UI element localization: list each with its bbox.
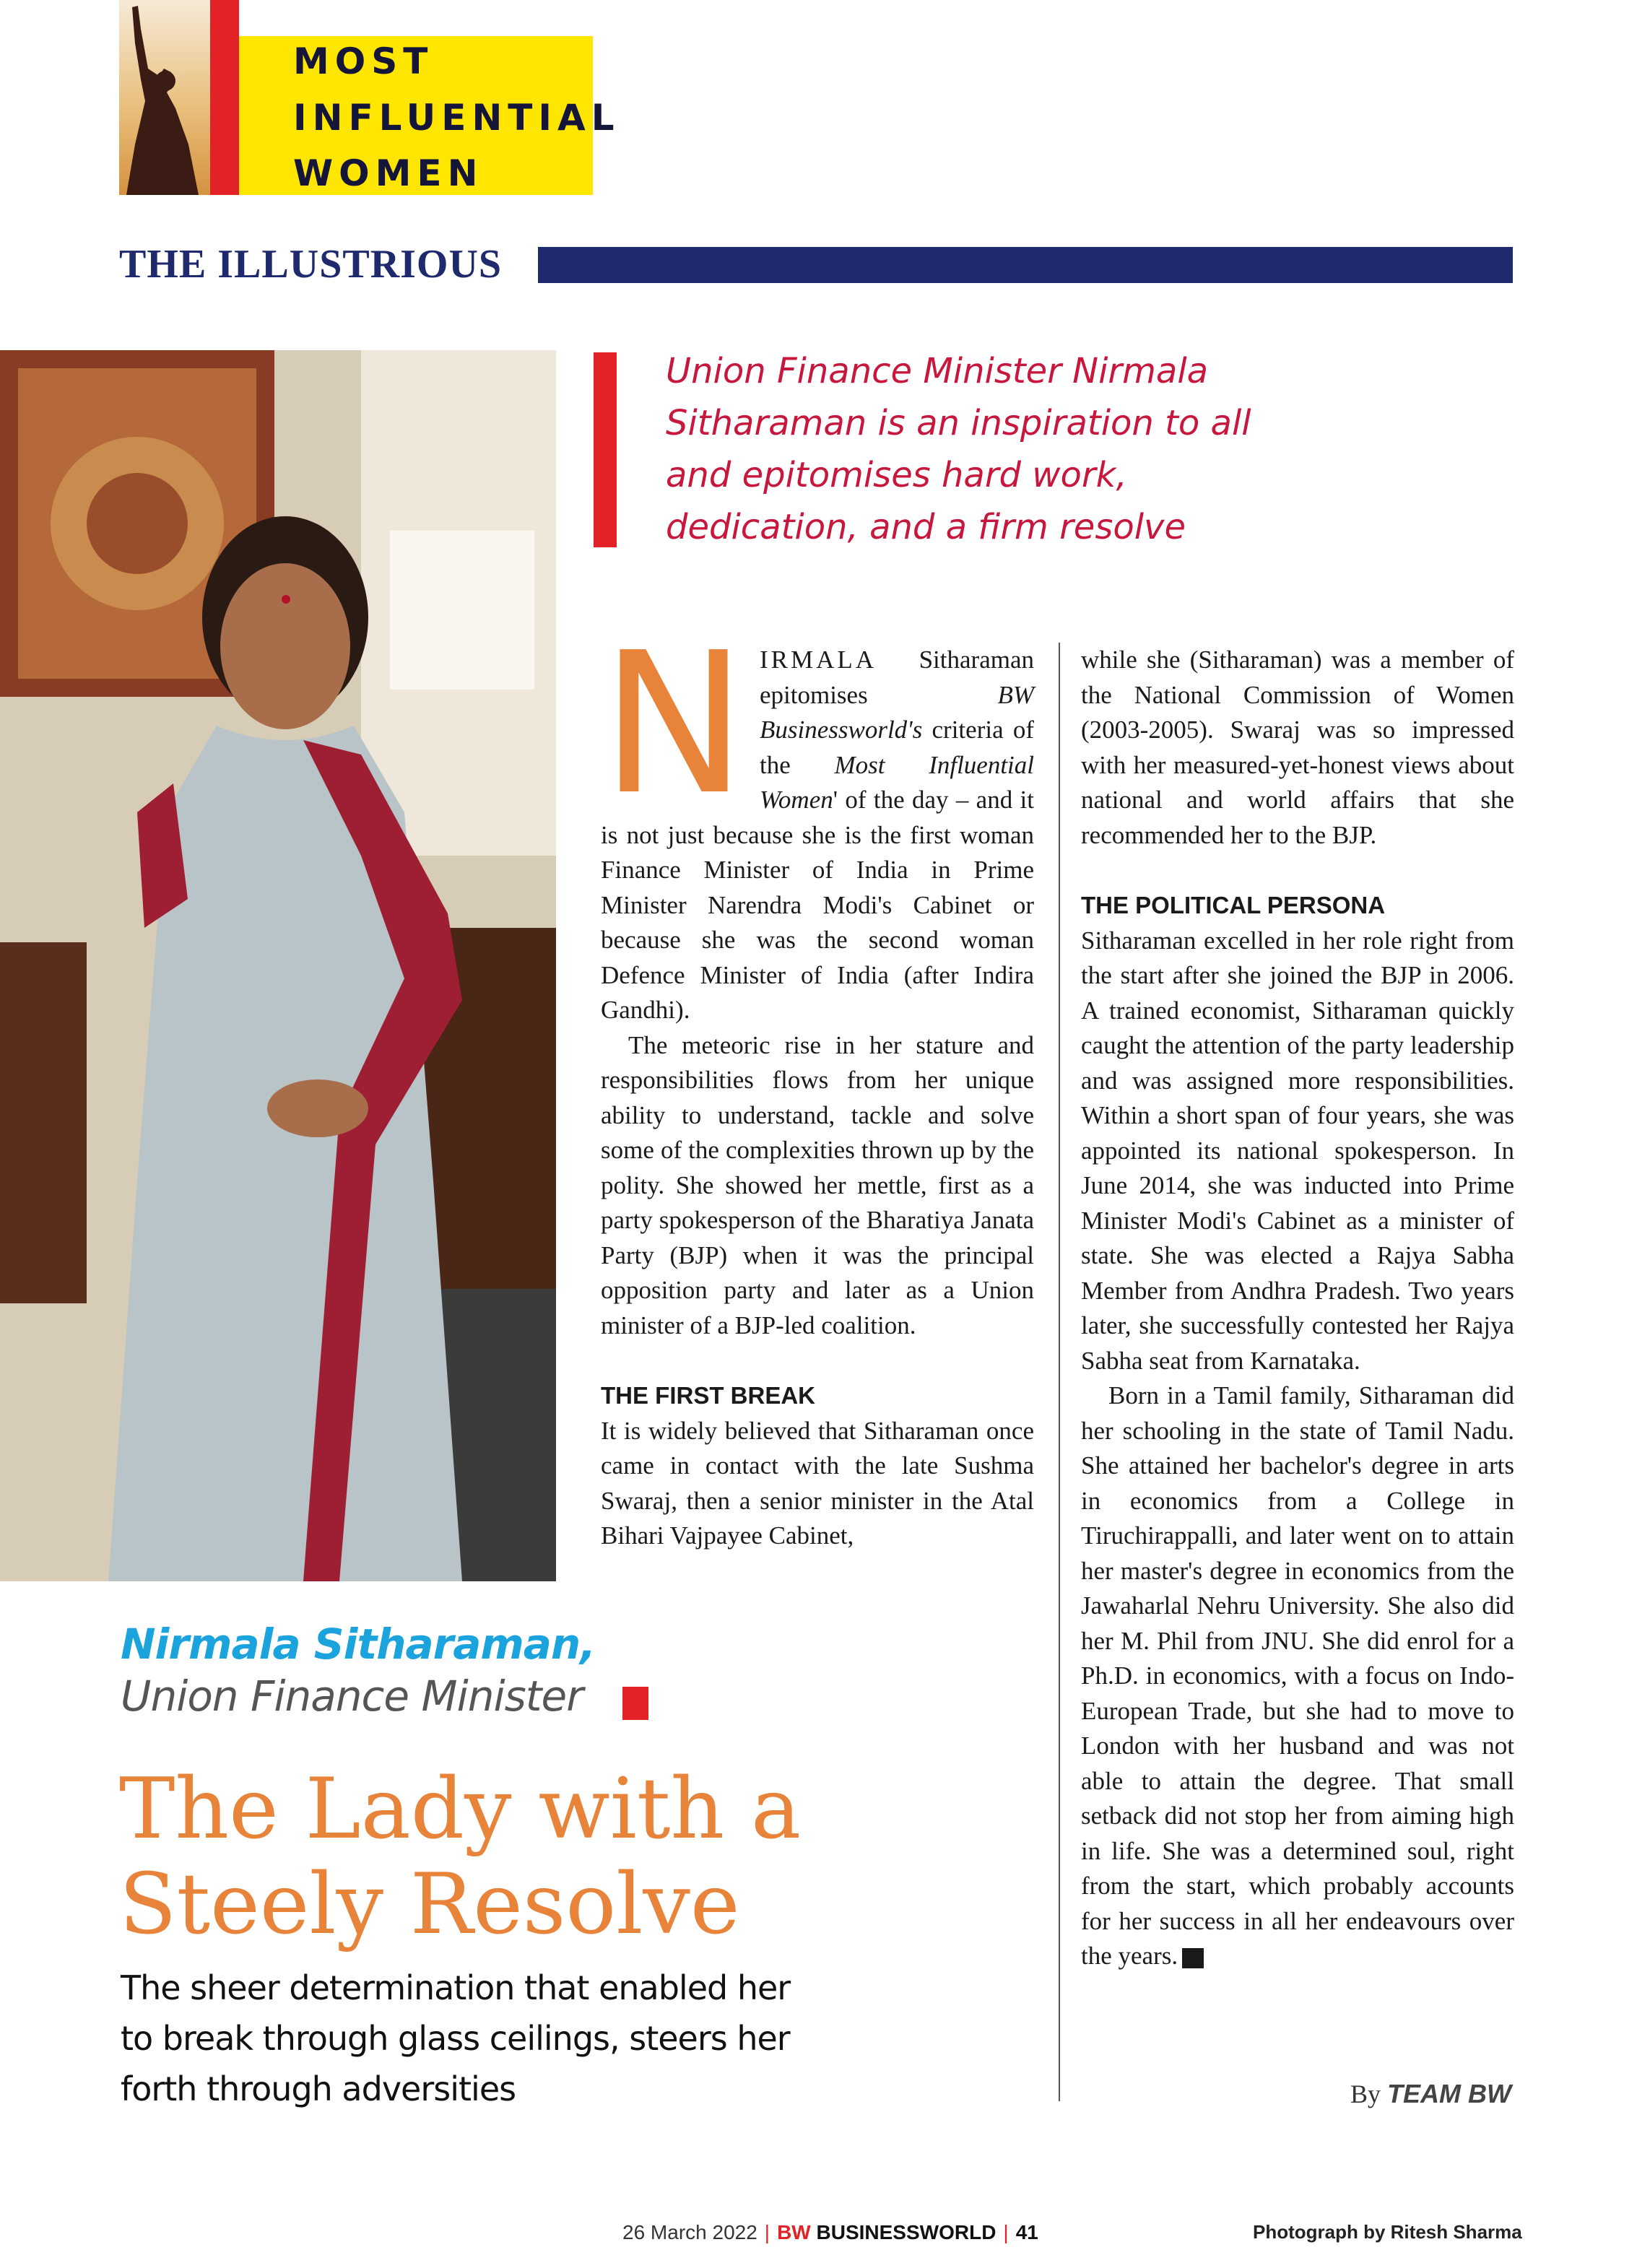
logo-silhouette-image: [119, 0, 210, 195]
logo-word-women: WOMEN: [293, 152, 484, 194]
page-number: 41: [1015, 2221, 1038, 2243]
byline: By TEAM BW: [1350, 2079, 1511, 2108]
profile-role: Union Finance Minister: [121, 1672, 583, 1721]
bw-end-mark-icon: BW: [1182, 1948, 1204, 1968]
logo-red-bar: [210, 0, 239, 195]
drop-cap: N: [601, 610, 747, 838]
footer-separator: |: [1003, 2221, 1009, 2243]
subheadline: The sheer determination that enabled her to break through glass ceilings, steers her forth through adversities: [121, 1968, 791, 2108]
subheading-first-break: THE FIRST BREAK: [601, 1382, 815, 1409]
page-footer: [622, 2223, 1038, 2243]
section-rule: [538, 247, 1513, 283]
deck-standfirst: Union Finance Minister Nirmala Sitharaman is an inspiration to all and epitomises hard work, dedication, and a firm resolve: [666, 351, 1251, 547]
brand-name: BUSINESSWORLD: [816, 2221, 996, 2243]
article-paragraph-4: while she (Sitharaman) was a member of the National Commission of Women (2003-2005). Swaraj was so impressed with her measured-yet-honest views about national and world affairs that she recommended her to the BJP.: [1081, 646, 1514, 849]
headline: The Lady with a Steely Resolve: [119, 1760, 802, 1953]
lead-word: IRMALA: [759, 646, 877, 674]
logo-word-most: MOST: [293, 40, 434, 82]
article-paragraph-2: The meteoric rise in her stature and responsibilities flows from her unique ability to understand, tackle and solve some of the complexities thrown up by the polity. She showed her mettle, first as a party spokesperson of the Bharatiya Janata Party (BJP) when it was the principal opposition party and later as a Union minister of a BJP-led coalition.: [601, 1030, 1034, 1339]
article-column-2: [1081, 643, 1514, 1974]
brand-bw: BW: [777, 2221, 811, 2243]
article-paragraph-3: It is widely believed that Sitharaman once came in contact with the late Sushma Swaraj, then a senior minister in the Atal Bihari Vajpayee Cabinet,: [601, 1416, 1034, 1550]
section-title: THE ILLUSTRIOUS: [119, 242, 503, 287]
footer-separator: |: [764, 2221, 770, 2243]
subheading-political-persona: THE POLITICAL PERSONA: [1081, 892, 1386, 918]
byline-author: TEAM BW: [1387, 2079, 1511, 2108]
logo-word-influential: INFLUENTIAL: [293, 97, 620, 139]
issue-date: 26 March 2022: [622, 2221, 757, 2243]
article-paragraph-1: NIRMALA Sitharaman epitomises BW Businessworld's criteria of the Most Influential Women' of the day – and it is not just because she is the first woman Finance Minister of India in Prime Minister Narendra Modi's Cabinet or because she was the second woman Defence Minister of India (after Indira Gandhi).: [601, 610, 1034, 1024]
article-paragraph-5: Sitharaman excelled in her role right from the start after she joined the BJP in 2006. A trained economist, Sitharaman quickly caught the attention of the party leadership and was assigned more responsibilities. Within a short span of four years, she was appointed its national spokesperson. In June 2014, she was inducted into Prime Minister Modi's Cabinet as a minister of state. She was elected a Rajya Sabha Member from Andhra Pradesh. Two years later, she successfully contested her Rajya Sabha seat from Karnataka.: [1081, 926, 1514, 1375]
role-red-square: [622, 1687, 648, 1720]
profile-name: Nirmala Sitharaman,: [121, 1620, 596, 1669]
deck-red-bar: [594, 352, 617, 547]
article-column-1: [601, 610, 1034, 1554]
photo-credit: Photograph by Ritesh Sharma: [1253, 2221, 1522, 2243]
article-paragraph-6: Born in a Tamil family, Sitharaman did her schooling in the state of Tamil Nadu. She attained her bachelor's degree in arts in economics from a College in Tiruchirappalli, and later went on to attain her master's degree in economics from the Jawaharlal Nehru University. She also did her M. Phil from JNU. She did enrol for a Ph.D. in economics, with a focus on Indo-European Trade, but she had to move to London with her husband and was not able to attain the degree. That small setback did not stop her from aiming high in life. She was a determined soul, right from the start, which probably accounts for her success in all her endeavours over the years. BW: [1081, 1381, 1514, 1970]
column-divider: [1059, 643, 1060, 2101]
portrait-photo: [0, 350, 556, 1581]
